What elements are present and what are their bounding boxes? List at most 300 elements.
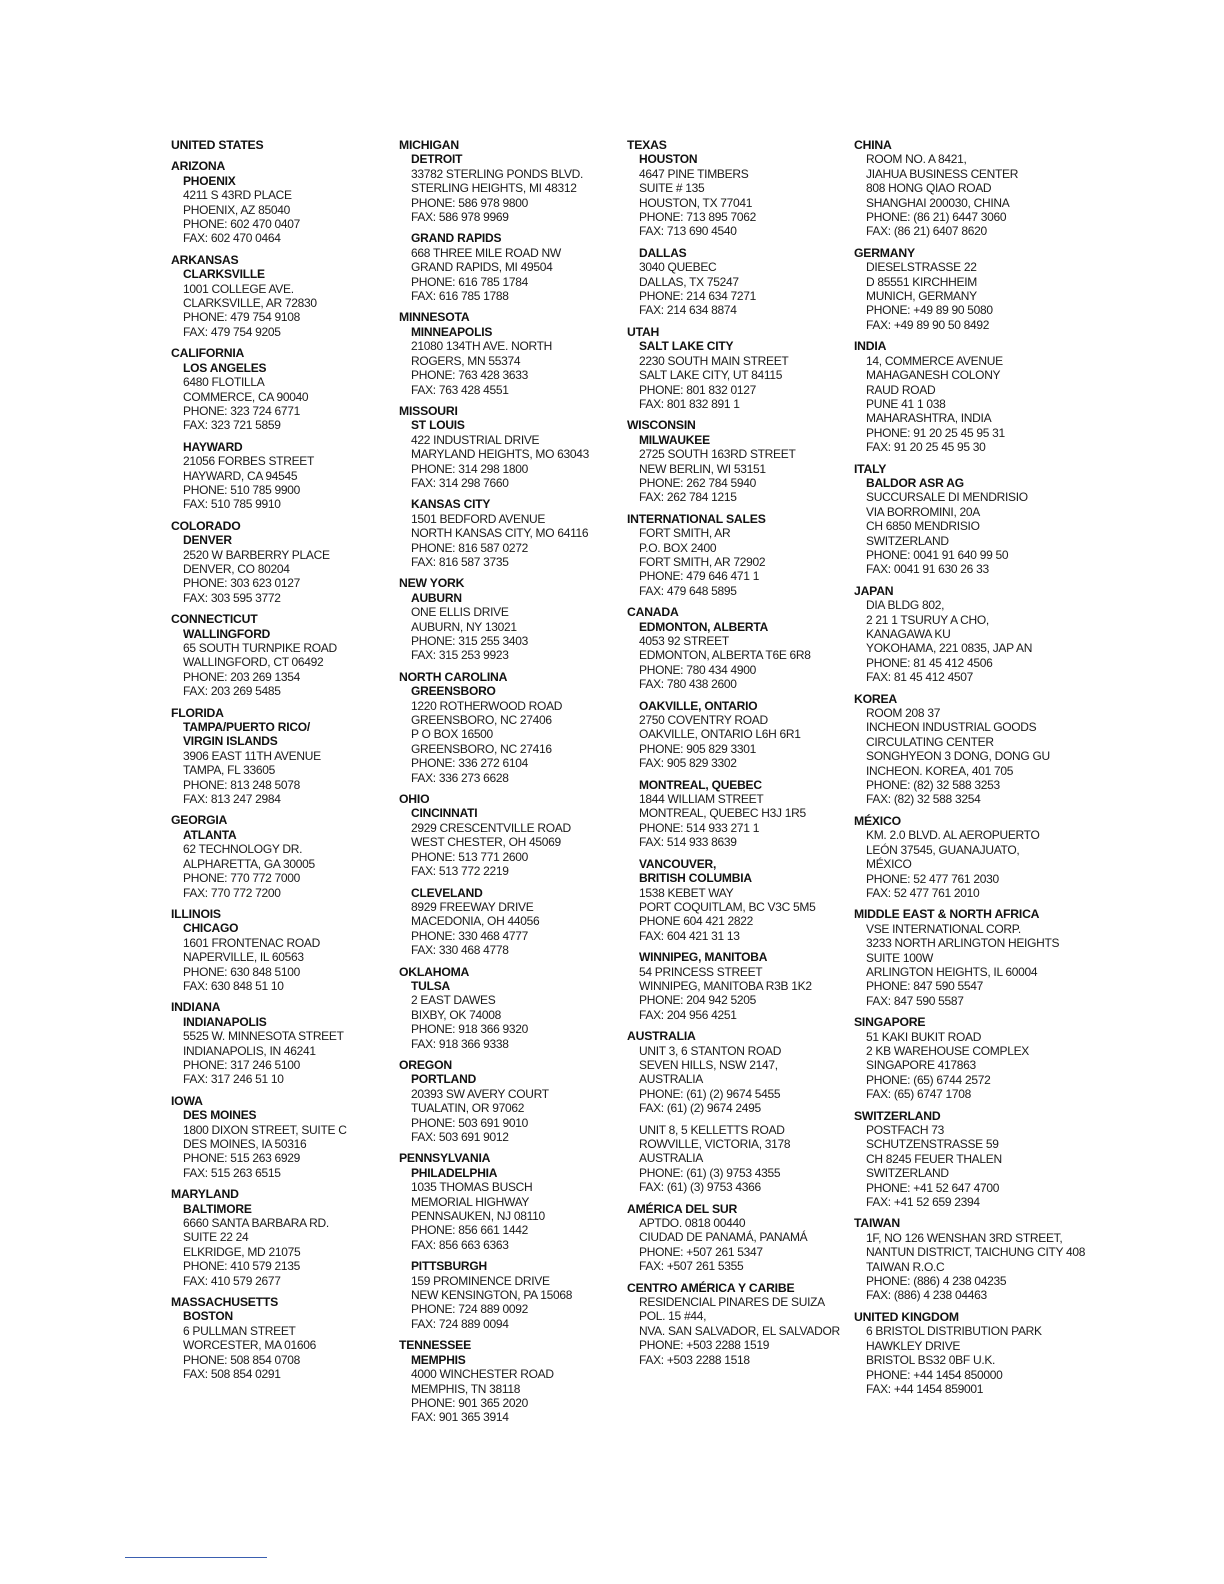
region-heading: SINGAPORE (854, 1015, 926, 1030)
region-block (854, 1216, 1094, 1302)
location-name: MINNEAPOLIS (411, 324, 493, 339)
directory-column-4 (854, 138, 1094, 1403)
location-entry (171, 921, 399, 993)
region-block (399, 138, 627, 303)
address-line: MEMORIAL HIGHWAY (411, 1194, 530, 1209)
region-block (171, 519, 399, 605)
fax-line: FAX: 918 366 9338 (411, 1036, 509, 1051)
location-name: HAYWARD (183, 439, 243, 454)
location-entry (627, 1044, 855, 1116)
location-entry (627, 699, 855, 771)
fax-line: FAX: 770 772 7200 (183, 885, 281, 900)
location-name: AUBURN (411, 590, 462, 605)
fax-line: FAX: +507 261 5355 (639, 1259, 744, 1274)
address-line: WALLINGFORD, CT 06492 (183, 655, 324, 670)
region-block (627, 1029, 855, 1194)
address-line: 2 21 1 TSURUY A CHO, (866, 612, 989, 627)
region-block (854, 584, 1094, 685)
fax-line: FAX: 336 273 6628 (411, 770, 509, 785)
location-entry (399, 497, 627, 569)
address-line: KM. 2.0 BLVD. AL AEROPUERTO (866, 828, 1040, 843)
address-line: CIUDAD DE PANAMÁ, PANAMÁ (639, 1230, 808, 1245)
address-line: GREENSBORO, NC 27416 (411, 741, 552, 756)
fax-line: FAX: 330 468 4778 (411, 943, 509, 958)
location-entry (399, 886, 627, 958)
address-line: PENNSAUKEN, NJ 08110 (411, 1209, 545, 1224)
address-line: P O BOX 16500 (411, 727, 493, 742)
location-name: VIRGIN ISLANDS (183, 734, 278, 749)
location-name: SALT LAKE CITY (639, 339, 734, 354)
location-entry (854, 152, 1094, 238)
address-line: BIXBY, OK 74008 (411, 1007, 502, 1022)
address-line: AUSTRALIA (639, 1072, 703, 1087)
phone-line: PHONE: 510 785 9900 (183, 482, 301, 497)
location-entry (399, 591, 627, 663)
fax-line: FAX: 323 721 5859 (183, 418, 281, 433)
location-entry (854, 1231, 1094, 1303)
region-block (399, 576, 627, 662)
region-heading: ARIZONA (171, 159, 226, 174)
phone-line: PHONE: 780 434 4900 (639, 662, 757, 677)
region-block (399, 404, 627, 569)
address-line: WEST CHESTER, OH 45069 (411, 835, 561, 850)
address-line: DIA BLDG 802, (866, 598, 945, 613)
phone-line: PHONE: 303 623 0127 (183, 576, 301, 591)
address-line: POSTFACH 73 (866, 1123, 945, 1137)
address-line: 4647 PINE TIMBERS (639, 166, 749, 181)
address-line: UNIT 3, 6 STANTON ROAD (639, 1043, 782, 1058)
fax-line: FAX: 813 247 2984 (183, 792, 281, 807)
location-name: INDIANAPOLIS (183, 1014, 267, 1029)
address-line: NAPERVILLE, IL 60563 (183, 950, 304, 965)
location-entry (854, 706, 1094, 807)
location-entry (627, 857, 855, 943)
fax-line: FAX: 510 785 9910 (183, 497, 281, 512)
address-line: ROOM 208 37 (866, 706, 941, 721)
address-line: 1F, NO 126 WENSHAN 3RD STREET, (866, 1230, 1063, 1245)
address-line: RESIDENCIAL PINARES DE SUIZA (639, 1295, 825, 1310)
location-entry (399, 1353, 627, 1425)
directory-column-3 (627, 138, 855, 1374)
phone-line: PHONE: (65) 6744 2572 (866, 1072, 991, 1087)
address-line: DIESELSTRASSE 22 (866, 260, 977, 275)
address-line: ROGERS, MN 55374 (411, 353, 521, 368)
phone-line: PHONE: 616 785 1784 (411, 274, 529, 289)
address-line: COMMERCE, CA 90040 (183, 389, 309, 404)
phone-line: PHONE: 508 854 0708 (183, 1352, 301, 1367)
phone-line: PHONE: 813 248 5078 (183, 777, 301, 792)
address-line: ELKRIDGE, MD 21075 (183, 1244, 301, 1259)
address-line: 4000 WINCHESTER ROAD (411, 1367, 554, 1382)
phone-line: PHONE: 770 772 7000 (183, 871, 301, 886)
address-line: BRISTOL BS32 0BF U.K. (866, 1353, 996, 1368)
region-heading: MASSACHUSETTS (171, 1295, 279, 1310)
location-entry (399, 1259, 627, 1331)
location-name: MEMPHIS (411, 1352, 466, 1367)
location-name: ST LOUIS (411, 418, 465, 433)
location-entry (171, 1309, 399, 1381)
address-line: DALLAS, TX 75247 (639, 274, 739, 289)
location-entry (171, 267, 399, 339)
region-heading: CALIFORNIA (171, 346, 245, 361)
address-line: ONE ELLIS DRIVE (411, 605, 509, 620)
region-block (171, 1000, 399, 1086)
location-entry (854, 476, 1094, 577)
address-line: PORT COQUITLAM, BC V3C 5M5 (639, 899, 816, 914)
address-line: 2725 SOUTH 163RD STREET (639, 447, 796, 462)
address-line: ROWVILLE, VICTORIA, 3178 (639, 1137, 791, 1151)
fax-line: FAX: 479 648 5895 (639, 583, 737, 598)
region-heading: MINNESOTA (399, 310, 470, 325)
address-line: 3233 NORTH ARLINGTON HEIGHTS (866, 936, 1060, 951)
region-heading: MÉXICO (854, 813, 901, 828)
region-heading: INTERNATIONAL SALES (627, 511, 766, 526)
fax-line: FAX: 602 470 0464 (183, 231, 281, 246)
phone-line: PHONE: 204 942 5205 (639, 993, 757, 1008)
address-line: 21056 FORBES STREET (183, 454, 315, 469)
phone-line: PHONE: 410 579 2135 (183, 1259, 301, 1274)
fax-line: FAX: 780 438 2600 (639, 677, 737, 692)
region-heading: MARYLAND (171, 1187, 239, 1202)
region-block (171, 346, 399, 511)
region-block (854, 1015, 1094, 1101)
region-block (399, 670, 627, 785)
location-name: PHILADELPHIA (411, 1165, 498, 1180)
region-block (171, 1187, 399, 1288)
phone-line: PHONE: 315 255 3403 (411, 634, 529, 648)
location-name: GREENSBORO (411, 684, 496, 699)
address-line: FORT SMITH, AR (639, 526, 731, 541)
location-entry (627, 1216, 855, 1274)
location-name: TAMPA/PUERTO RICO/ (183, 720, 311, 735)
address-line: MUNICH, GERMANY (866, 289, 977, 304)
region-heading: INDIA (854, 339, 887, 354)
location-name: PORTLAND (411, 1072, 477, 1087)
fax-line: FAX: +49 89 90 50 8492 (866, 317, 990, 332)
address-line: MAHARASHTRA, INDIA (866, 411, 992, 426)
address-line: ROOM NO. A 8421, (866, 152, 967, 167)
phone-line: PHONE: 262 784 5940 (639, 475, 757, 490)
location-name: DENVER (183, 533, 232, 548)
address-line: HOUSTON, TX 77041 (639, 195, 753, 210)
address-line: MARYLAND HEIGHTS, MO 63043 (411, 447, 590, 462)
address-line: 2 KB WAREHOUSE COMPLEX (866, 1043, 1029, 1058)
phone-line: PHONE: +49 89 90 5080 (866, 303, 993, 318)
region-heading: JAPAN (854, 583, 894, 598)
address-line: 1538 KEBET WAY (639, 885, 734, 900)
region-block (171, 907, 399, 993)
address-line: STERLING HEIGHTS, MI 48312 (411, 181, 577, 196)
fax-line: FAX: +41 52 659 2394 (866, 1195, 980, 1210)
location-name: ATLANTA (183, 827, 237, 842)
region-heading: COLORADO (171, 518, 241, 533)
location-entry (627, 246, 855, 318)
region-block (627, 418, 855, 504)
fax-line: FAX: (61) (3) 9753 4366 (639, 1180, 761, 1195)
phone-line: PHONE: 203 269 1354 (183, 669, 301, 684)
address-line: FORT SMITH, AR 72902 (639, 554, 766, 569)
region-heading: OHIO (399, 792, 430, 807)
region-block (399, 310, 627, 396)
phone-line: PHONE: +41 52 647 4700 (866, 1180, 1000, 1195)
address-line: 2 EAST DAWES (411, 993, 496, 1008)
address-line: VSE INTERNATIONAL CORP. (866, 921, 1021, 936)
region-heading: CANADA (627, 605, 679, 620)
address-line: NANTUN DISTRICT, TAICHUNG CITY 408 (866, 1245, 1086, 1260)
region-block (854, 814, 1094, 900)
address-line: INDIANAPOLIS, IN 46241 (183, 1043, 316, 1058)
region-heading: UNITED STATES (171, 138, 264, 152)
fax-line: FAX: 410 579 2677 (183, 1273, 281, 1288)
address-line: 6 BRISTOL DISTRIBUTION PARK (866, 1324, 1042, 1339)
address-line: KANAGAWA KU (866, 627, 951, 641)
phone-line: PHONE: 763 428 3633 (411, 368, 529, 383)
region-block (854, 138, 1094, 239)
region-block (171, 1094, 399, 1180)
address-line: 6480 FLOTILLA (183, 375, 265, 390)
fax-line: FAX: +44 1454 859001 (866, 1381, 984, 1396)
address-line: NVA. SAN SALVADOR, EL SALVADOR (639, 1323, 840, 1338)
phone-line: PHONE: 479 754 9108 (183, 310, 301, 325)
fax-line: FAX: 317 246 51 10 (183, 1072, 284, 1087)
region-heading: AUSTRALIA (627, 1029, 696, 1044)
address-line: 668 THREE MILE ROAD NW (411, 245, 561, 260)
address-line: WINNIPEG, MANITOBA R3B 1K2 (639, 978, 812, 993)
address-line: 6 PULLMAN STREET (183, 1323, 296, 1338)
region-heading: PENNSYLVANIA (399, 1151, 491, 1166)
region-heading: CONNECTICUT (171, 612, 258, 627)
address-line: SCHUTZENSTRASSE 59 (866, 1137, 999, 1152)
region-heading: UTAH (627, 324, 660, 339)
region-heading: MIDDLE EAST & NORTH AFRICA (854, 907, 1040, 922)
location-entry (627, 778, 855, 850)
address-line: 808 HONG QIAO ROAD (866, 181, 992, 196)
address-line: 8929 FREEWAY DRIVE (411, 899, 534, 914)
fax-line: FAX: 513 772 2219 (411, 864, 509, 879)
location-entry (854, 1030, 1094, 1102)
region-heading: ARKANSAS (171, 252, 239, 267)
phone-line: PHONE: 479 646 471 1 (639, 569, 760, 584)
fax-line: FAX: 508 854 0291 (183, 1367, 281, 1382)
fax-line: FAX: 81 45 412 4507 (866, 670, 974, 685)
phone-line: PHONE: +507 261 5347 (639, 1244, 763, 1259)
address-line: TAIWAN R.O.C (866, 1259, 945, 1274)
address-line: 2929 CRESCENTVILLE ROAD (411, 820, 571, 835)
location-entry (399, 231, 627, 303)
location-entry (854, 1123, 1094, 1209)
region-heading: TENNESSEE (399, 1338, 472, 1353)
location-entry (627, 526, 855, 598)
address-line: EDMONTON, ALBERTA T6E 6R8 (639, 648, 811, 663)
phone-line: PHONE: (61) (3) 9753 4355 (639, 1165, 781, 1180)
address-line: 6660 SANTA BARBARA RD. (183, 1216, 329, 1231)
address-line: 54 PRINCESS STREET (639, 964, 763, 979)
fax-line: FAX: 514 933 8639 (639, 835, 737, 850)
address-line: 62 TECHNOLOGY DR. (183, 842, 303, 857)
fax-line: FAX: 503 691 9012 (411, 1130, 509, 1144)
location-entry (627, 1123, 855, 1195)
address-line: 1001 COLLEGE AVE. (183, 281, 294, 296)
location-name: CHICAGO (183, 921, 239, 936)
region-heading: ILLINOIS (171, 906, 221, 921)
address-line: 21080 134TH AVE. NORTH (411, 339, 553, 354)
location-name: EDMONTON, ALBERTA (639, 619, 769, 634)
phone-line: PHONE: 918 366 9320 (411, 1022, 529, 1037)
address-line: 2520 W BARBERRY PLACE (183, 547, 330, 562)
fax-line: FAX: 303 595 3772 (183, 590, 281, 605)
address-line: ALPHARETTA, GA 30005 (183, 856, 315, 871)
location-entry (627, 433, 855, 505)
region-heading: ITALY (854, 461, 887, 476)
location-name: HOUSTON (639, 152, 698, 167)
location-name: BRITISH COLUMBIA (639, 871, 752, 886)
fax-line: FAX: 515 263 6515 (183, 1165, 281, 1180)
address-line: MEMPHIS, TN 38118 (411, 1381, 521, 1396)
location-name: GRAND RAPIDS (411, 231, 502, 246)
phone-line: PHONE: +503 2288 1519 (639, 1338, 770, 1353)
location-entry (854, 922, 1094, 1008)
address-line: 2750 COVENTRY ROAD (639, 713, 768, 728)
location-name: PITTSBURGH (411, 1259, 488, 1274)
address-line: SUITE 22 24 (183, 1230, 249, 1245)
address-line: SINGAPORE 417863 (866, 1058, 976, 1073)
fax-line: FAX: 0041 91 630 26 33 (866, 562, 989, 577)
region-block (399, 1058, 627, 1144)
phone-line: PHONE: (86 21) 6447 3060 (866, 210, 1007, 225)
phone-line: PHONE: 81 45 412 4506 (866, 655, 993, 670)
address-line: DENVER, CO 80204 (183, 561, 290, 576)
phone-line: PHONE: (61) (2) 9674 5455 (639, 1086, 781, 1101)
address-line: CH 8245 FEUER THALEN (866, 1151, 1002, 1166)
phone-line: PHONE: 323 724 6771 (183, 403, 301, 418)
phone-line: PHONE: 515 263 6929 (183, 1151, 301, 1166)
location-entry (854, 1324, 1094, 1396)
phone-line: PHONE: 847 590 5547 (866, 979, 984, 994)
fax-line: FAX: 314 298 7660 (411, 475, 509, 490)
address-line: JIAHUA BUSINESS CENTER (866, 166, 1019, 181)
location-entry (627, 152, 855, 238)
fax-line: FAX: 52 477 761 2010 (866, 885, 980, 900)
region-block (854, 1310, 1094, 1396)
address-line: SWITZERLAND (866, 1166, 949, 1181)
fax-line: FAX: (886) 4 238 04463 (866, 1288, 987, 1303)
fax-line: FAX: 479 754 9205 (183, 324, 281, 339)
fax-line: FAX: 91 20 25 45 95 30 (866, 440, 986, 455)
fax-line: FAX: 203 269 5485 (183, 684, 281, 699)
phone-line: PHONE: 901 365 2020 (411, 1395, 529, 1410)
region-block (854, 462, 1094, 577)
address-line: 65 SOUTH TURNPIKE ROAD (183, 641, 337, 655)
region-block (171, 1295, 399, 1381)
fax-line: FAX: 604 421 31 13 (639, 928, 740, 943)
address-line: RAUD ROAD (866, 382, 936, 397)
address-line: 3906 EAST 11TH AVENUE (183, 748, 321, 763)
region-block (171, 813, 399, 899)
phone-line: PHONE: 514 933 271 1 (639, 820, 760, 835)
directory-column-2 (399, 138, 627, 1432)
region-block (171, 138, 399, 152)
region-heading: SWITZERLAND (854, 1108, 941, 1123)
fax-line: FAX: (65) 6747 1708 (866, 1087, 972, 1102)
fax-line: FAX: 905 829 3302 (639, 756, 737, 771)
fax-line: FAX: 586 978 9969 (411, 210, 509, 225)
address-line: CH 6850 MENDRISIO (866, 519, 980, 534)
address-line: MACEDONIA, OH 44056 (411, 914, 540, 929)
address-line: TAMPA, FL 33605 (183, 763, 275, 778)
fax-line: FAX: 763 428 4551 (411, 382, 509, 397)
region-heading: TAIWAN (854, 1216, 900, 1231)
location-name: TULSA (411, 978, 450, 993)
region-block (854, 1109, 1094, 1210)
phone-line: PHONE: 801 832 0127 (639, 382, 757, 397)
fax-line: FAX: 847 590 5587 (866, 993, 964, 1008)
fax-line: FAX: 713 690 4540 (639, 224, 737, 239)
location-name: BALDOR ASR AG (866, 475, 964, 490)
phone-line: PHONE: 52 477 761 2030 (866, 871, 999, 886)
location-entry (171, 828, 399, 900)
phone-line: PHONE: 724 889 0092 (411, 1302, 529, 1317)
location-name: BALTIMORE (183, 1201, 252, 1216)
address-line: UNIT 8, 5 KELLETTS ROAD (639, 1122, 785, 1137)
fax-line: FAX: +503 2288 1518 (639, 1352, 750, 1367)
address-line: CLARKSVILLE, AR 72830 (183, 296, 317, 311)
region-heading: GEORGIA (171, 813, 228, 828)
location-name: CLEVELAND (411, 885, 483, 900)
region-heading: GERMANY (854, 245, 915, 260)
region-heading: INDIANA (171, 1000, 221, 1015)
location-entry (171, 361, 399, 433)
fax-line: FAX: 214 634 8874 (639, 303, 737, 318)
location-entry (171, 627, 399, 699)
location-entry (171, 720, 399, 806)
phone-line: PHONE: 630 848 5100 (183, 964, 301, 979)
address-line: 159 PROMINENCE DRIVE (411, 1273, 550, 1288)
location-entry (171, 174, 399, 246)
location-name: OAKVILLE, ONTARIO (639, 698, 758, 713)
region-block (854, 339, 1094, 454)
address-line: 51 KAKI BUKIT ROAD (866, 1029, 982, 1044)
location-name: MILWAUKEE (639, 432, 710, 447)
address-line: 33782 STERLING PONDS BLVD. (411, 166, 584, 181)
phone-line: PHONE: +44 1454 850000 (866, 1367, 1003, 1382)
region-heading: AMÉRICA DEL SUR (627, 1201, 738, 1216)
region-heading: KOREA (854, 691, 898, 706)
address-line: PHOENIX, AZ 85040 (183, 202, 290, 217)
address-line: YOKOHAMA, 221 0835, JAP AN (866, 641, 1033, 656)
address-line: AUSTRALIA (639, 1151, 703, 1166)
location-entry (399, 152, 627, 224)
location-entry (399, 1166, 627, 1252)
location-name: WALLINGFORD (183, 626, 271, 641)
location-name: DETROIT (411, 152, 463, 167)
address-line: NEW BERLIN, WI 53151 (639, 461, 766, 476)
phone-line: PHONE: 336 272 6104 (411, 756, 529, 771)
address-line: DES MOINES, IA 50316 (183, 1137, 307, 1151)
address-line: POL. 15 #44, (639, 1309, 707, 1324)
region-block (854, 246, 1094, 332)
address-line: HAWKLEY DRIVE (866, 1338, 961, 1353)
location-entry (854, 828, 1094, 900)
address-line: 422 INDUSTRIAL DRIVE (411, 432, 540, 447)
address-line: AUBURN, NY 13021 (411, 619, 517, 634)
phone-line: PHONE: 713 895 7062 (639, 210, 757, 225)
location-name: PHOENIX (183, 173, 236, 188)
address-line: 20393 SW AVERY COURT (411, 1086, 549, 1101)
phone-line: PHONE: 905 829 3301 (639, 741, 757, 756)
region-block (627, 325, 855, 411)
location-entry (399, 979, 627, 1051)
location-entry (854, 354, 1094, 455)
